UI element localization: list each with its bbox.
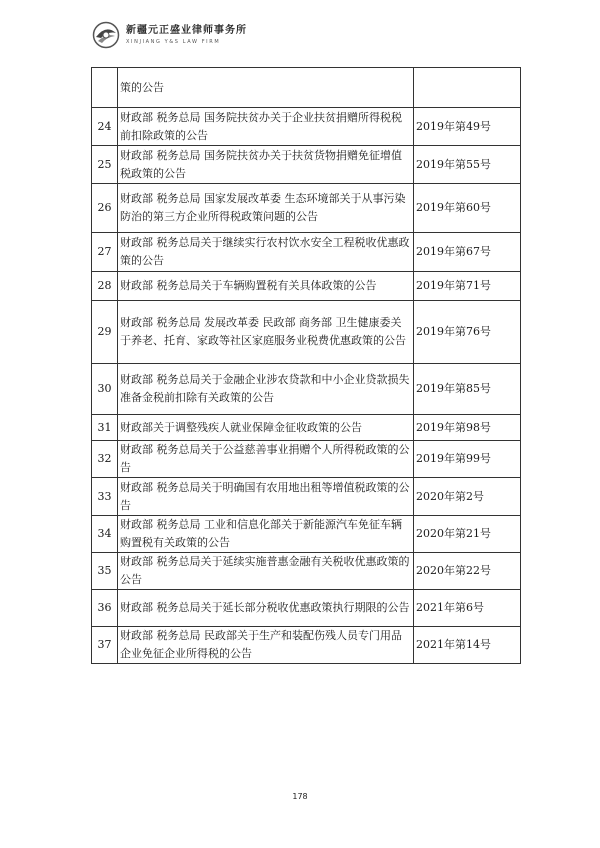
document-number: 2019年第71号 — [414, 272, 521, 301]
table-row — [92, 415, 521, 441]
row-number: 36 — [92, 590, 118, 627]
row-number: 29 — [92, 301, 118, 364]
document-number: 2020年第22号 — [414, 553, 521, 590]
policy-table — [91, 67, 521, 664]
policy-title: 财政部 税务总局关于车辆购置税有关具体政策的公告 — [118, 272, 414, 301]
document-number: 2019年第98号 — [414, 415, 521, 441]
table-row — [92, 627, 521, 664]
document-number: 2019年第60号 — [414, 184, 521, 233]
table-row — [92, 553, 521, 590]
table-row — [92, 108, 521, 146]
table-row — [92, 233, 521, 272]
policy-title: 财政部 税务总局关于延续实施普惠金融有关税收优惠政策的公告 — [118, 553, 414, 590]
policy-title: 财政部 税务总局关于公益慈善事业捐赠个人所得税政策的公告 — [118, 441, 414, 478]
policy-title: 财政部 税务总局 国务院扶贫办关于企业扶贫捐赠所得税税前扣除政策的公告 — [118, 108, 414, 146]
letterhead — [92, 18, 247, 52]
table-row — [92, 441, 521, 478]
table-row — [92, 478, 521, 516]
policy-title: 财政部 税务总局 民政部关于生产和装配伤残人员专门用品企业免征企业所得税的公告 — [118, 627, 414, 664]
row-number: 27 — [92, 233, 118, 272]
table-row — [92, 590, 521, 627]
firm-name-block — [126, 25, 247, 46]
table-row — [92, 301, 521, 364]
document-number: 2019年第49号 — [414, 108, 521, 146]
row-number: 37 — [92, 627, 118, 664]
document-number: 2021年第6号 — [414, 590, 521, 627]
document-number: 2020年第2号 — [414, 478, 521, 516]
policy-title: 财政部 税务总局关于继续实行农村饮水安全工程税收优惠政策的公告 — [118, 233, 414, 272]
firm-name-cn: 新疆元正盛业律师事务所 — [126, 24, 247, 36]
table-row — [92, 272, 521, 301]
document-number: 2019年第67号 — [414, 233, 521, 272]
policy-title: 策的公告 — [118, 68, 414, 108]
table-row — [92, 68, 521, 108]
table-row — [92, 364, 521, 415]
document-number: 2020年第21号 — [414, 516, 521, 553]
firm-logo-icon — [92, 21, 120, 49]
policy-title: 财政部 税务总局 工业和信息化部关于新能源汽车免征车辆购置税有关政策的公告 — [118, 516, 414, 553]
table-row — [92, 146, 521, 184]
row-number — [92, 68, 118, 108]
policy-title: 财政部 税务总局关于明确国有农用地出租等增值税政策的公告 — [118, 478, 414, 516]
document-number: 2019年第76号 — [414, 301, 521, 364]
row-number: 32 — [92, 441, 118, 478]
row-number: 25 — [92, 146, 118, 184]
policy-title: 财政部关于调整残疾人就业保障金征收政策的公告 — [118, 415, 414, 441]
policy-title: 财政部 税务总局 国家发展改革委 生态环境部关于从事污染防治的第三方企业所得税政策问题的公告 — [118, 184, 414, 233]
document-number: 2019年第55号 — [414, 146, 521, 184]
page-number: 178 — [292, 792, 308, 801]
row-number: 26 — [92, 184, 118, 233]
firm-name-en: XINJIANG Y&S LAW FIRM — [126, 38, 221, 45]
row-number: 30 — [92, 364, 118, 415]
policy-title: 财政部 税务总局关于金融企业涉农贷款和中小企业贷款损失准备金税前扣除有关政策的公告 — [118, 364, 414, 415]
row-number: 24 — [92, 108, 118, 146]
document-number: 2019年第99号 — [414, 441, 521, 478]
row-number: 33 — [92, 478, 118, 516]
document-number: 2019年第85号 — [414, 364, 521, 415]
row-number: 34 — [92, 516, 118, 553]
document-number: 2021年第14号 — [414, 627, 521, 664]
row-number: 28 — [92, 272, 118, 301]
document-number — [414, 68, 521, 108]
table-row — [92, 184, 521, 233]
row-number: 31 — [92, 415, 118, 441]
table-row — [92, 516, 521, 553]
policy-title: 财政部 税务总局关于延长部分税收优惠政策执行期限的公告 — [118, 590, 414, 627]
policy-title: 财政部 税务总局 国务院扶贫办关于扶贫货物捐赠免征增值税政策的公告 — [118, 146, 414, 184]
policy-title: 财政部 税务总局 发展改革委 民政部 商务部 卫生健康委关于养老、托育、家政等社区家庭服务业税费优惠政策的公告 — [118, 301, 414, 364]
row-number: 35 — [92, 553, 118, 590]
